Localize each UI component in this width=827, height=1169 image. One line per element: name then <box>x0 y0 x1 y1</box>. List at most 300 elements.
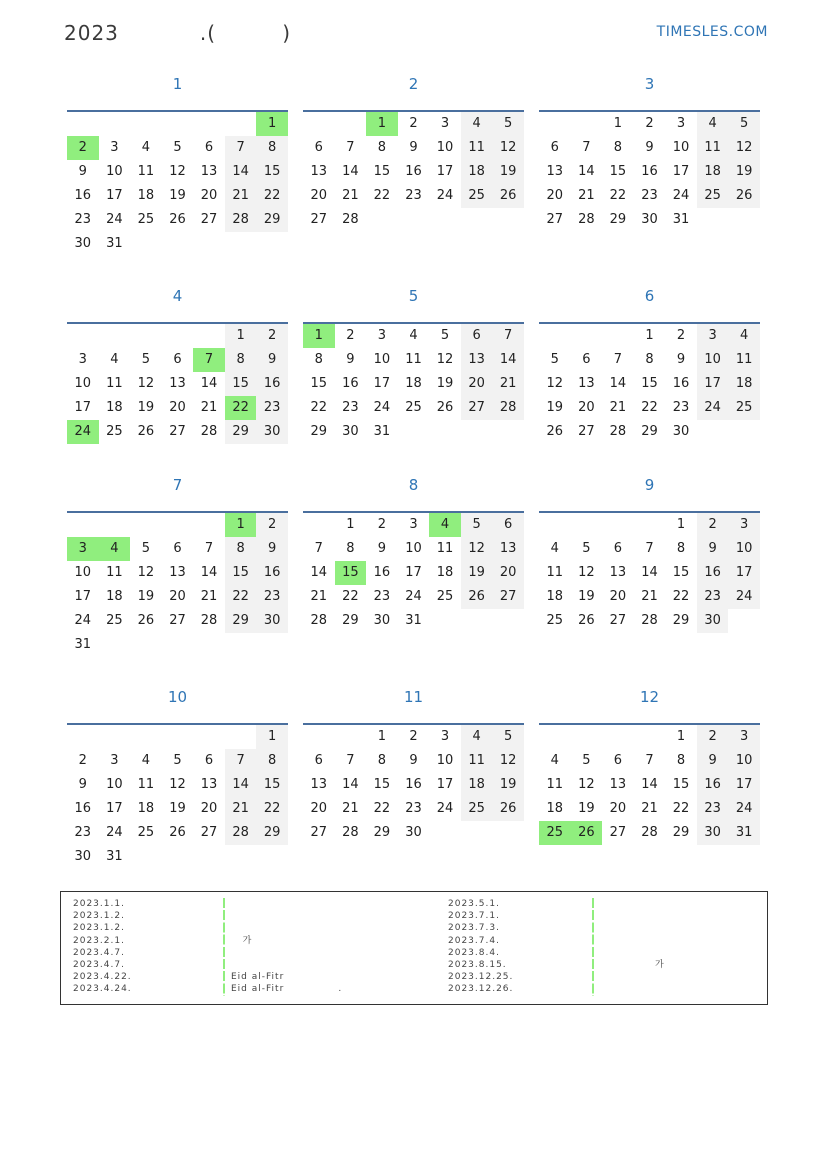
day-cell: 23 <box>641 188 658 203</box>
day-cell: 2 <box>409 116 418 131</box>
day-cell: 24 <box>728 797 760 821</box>
day-cell: 8 <box>225 348 257 372</box>
day-cell: 19 <box>546 400 564 415</box>
day-cell: 30 <box>697 821 729 845</box>
day-cell: 17 <box>405 565 422 580</box>
day-cell: 27 <box>169 424 186 439</box>
holiday-name <box>601 983 665 995</box>
day-cell: 29 <box>256 208 288 232</box>
day-cell: 25 <box>461 797 493 821</box>
day-cell: 14 <box>200 376 218 391</box>
day-cell: 27 <box>169 613 186 628</box>
month-title: 6 <box>644 287 655 305</box>
holiday-day-cell: 1 <box>303 324 335 348</box>
day-cell: 9 <box>256 537 288 561</box>
day-cell: 21 <box>342 801 359 816</box>
day-cell: 25 <box>137 212 155 227</box>
day-cell: 28 <box>342 212 359 227</box>
day-cell: 28 <box>342 825 359 840</box>
holiday-date: 2023.1.1. <box>73 899 125 909</box>
day-cell: 23 <box>74 212 92 227</box>
day-cell: 28 <box>578 212 595 227</box>
day-cell: 25 <box>436 589 454 604</box>
day-cell: 27 <box>492 585 524 609</box>
holiday-name: 가 <box>601 959 665 970</box>
day-cell: 26 <box>728 184 760 208</box>
day-cell: 3 <box>110 753 119 768</box>
day-cell: 26 <box>492 797 524 821</box>
day-cell: 12 <box>492 749 524 773</box>
day-cell: 11 <box>106 565 123 580</box>
day-cell: 18 <box>137 188 155 203</box>
day-cell: 19 <box>169 188 186 203</box>
month-block <box>539 286 760 486</box>
day-cell: 8 <box>314 352 323 367</box>
day-cell: 30 <box>74 849 92 864</box>
day-cell: 24 <box>106 825 123 840</box>
day-cell: 4 <box>141 753 151 768</box>
day-cell: 18 <box>137 801 155 816</box>
day-cell: 27 <box>200 825 218 840</box>
holiday-date: 2023.1.2. <box>73 923 125 934</box>
day-cell: 28 <box>200 424 218 439</box>
day-cell: 8 <box>377 140 387 155</box>
day-cell: 19 <box>436 376 454 391</box>
day-cell: 13 <box>169 565 186 580</box>
day-cell: 17 <box>373 376 391 391</box>
day-cell: 13 <box>492 537 524 561</box>
month-block <box>67 74 288 274</box>
holiday-day-cell: 26 <box>571 821 603 845</box>
month-title: 1 <box>172 75 183 93</box>
day-cell: 9 <box>377 541 387 556</box>
day-cell: 25 <box>697 184 729 208</box>
day-cell: 16 <box>373 565 391 580</box>
day-cell: 29 <box>225 609 257 633</box>
day-cell: 9 <box>78 164 87 179</box>
day-cell: 15 <box>373 164 391 179</box>
month-header-rule <box>67 110 288 112</box>
day-cell: 31 <box>373 424 391 439</box>
day-cell: 31 <box>74 637 92 652</box>
day-cell: 22 <box>672 589 690 604</box>
day-cell: 4 <box>409 328 418 343</box>
holiday-day-cell: 1 <box>225 513 257 537</box>
day-cell: 23 <box>256 585 288 609</box>
day-cell: 15 <box>225 372 257 396</box>
day-cell: 17 <box>672 164 690 179</box>
holiday-name <box>601 922 665 934</box>
day-cell: 29 <box>342 613 359 628</box>
day-cell: 22 <box>373 801 391 816</box>
day-cell: 31 <box>672 212 690 227</box>
month-block <box>539 475 760 675</box>
holiday-name <box>601 947 665 959</box>
day-cell: 6 <box>492 513 524 537</box>
day-cell: 28 <box>310 613 328 628</box>
month-title: 4 <box>172 287 183 305</box>
day-cell: 16 <box>256 561 288 585</box>
day-cell: 10 <box>373 352 391 367</box>
day-cell: 25 <box>461 184 493 208</box>
day-cell: 21 <box>342 188 359 203</box>
day-cell: 7 <box>314 541 323 556</box>
day-cell: 29 <box>641 424 658 439</box>
day-cell: 7 <box>225 136 257 160</box>
day-cell: 5 <box>492 725 524 749</box>
holiday-day-cell: 22 <box>225 396 257 420</box>
holiday-name <box>601 935 665 947</box>
day-cell: 6 <box>314 753 323 768</box>
day-cell: 23 <box>405 801 422 816</box>
holiday-date: 2023.8.15. <box>448 959 507 970</box>
day-cell: 6 <box>461 324 493 348</box>
holiday-dates-right <box>448 898 513 996</box>
day-cell: 11 <box>728 348 760 372</box>
holiday-date: 2023.1.2. <box>73 911 125 922</box>
day-cell: 4 <box>461 112 493 136</box>
holiday-name: Eid al-Fitr <box>231 972 285 983</box>
day-cell: 23 <box>697 797 729 821</box>
day-cell: 21 <box>310 589 328 604</box>
day-cell: 13 <box>546 164 564 179</box>
day-cell: 21 <box>492 372 524 396</box>
day-cell: 15 <box>310 376 328 391</box>
day-cell: 20 <box>310 188 328 203</box>
day-cell: 17 <box>728 561 760 585</box>
day-cell: 2 <box>377 517 387 532</box>
holiday-date: 2023.4.7. <box>73 947 125 958</box>
day-cell: 4 <box>550 753 559 768</box>
day-cell: 17 <box>697 372 729 396</box>
day-cell: 30 <box>256 420 288 444</box>
day-cell: 27 <box>200 212 218 227</box>
day-cell: 30 <box>256 609 288 633</box>
day-cell: 6 <box>204 753 214 768</box>
day-cell: 20 <box>310 801 328 816</box>
day-cell: 10 <box>672 140 690 155</box>
day-cell: 15 <box>672 777 690 792</box>
day-cell: 10 <box>74 565 92 580</box>
day-cell: 12 <box>492 136 524 160</box>
day-cell: 10 <box>106 777 123 792</box>
holiday-date: 2023.12.26. <box>448 984 514 995</box>
day-cell: 29 <box>256 821 288 845</box>
day-cell: 27 <box>310 825 328 840</box>
day-cell: 1 <box>613 116 623 131</box>
day-cell: 14 <box>641 777 658 792</box>
day-cell: 19 <box>461 561 493 585</box>
day-cell: 5 <box>141 541 151 556</box>
day-cell: 23 <box>342 400 359 415</box>
month-block <box>303 475 524 675</box>
month-block <box>67 286 288 486</box>
day-cell: 11 <box>137 164 155 179</box>
day-cell: 24 <box>405 589 422 604</box>
month-block <box>539 74 760 274</box>
day-cell: 4 <box>550 541 559 556</box>
day-cell: 12 <box>436 352 454 367</box>
day-cell: 9 <box>697 749 729 773</box>
month-title: 7 <box>172 476 183 494</box>
day-cell: 8 <box>676 753 686 768</box>
day-cell: 2 <box>256 513 288 537</box>
holiday-day-cell: 25 <box>539 821 571 845</box>
day-cell: 5 <box>461 513 493 537</box>
day-cell: 23 <box>373 589 391 604</box>
holiday-date: 2023.7.4. <box>448 935 500 946</box>
holiday-date: 2023.4.22. <box>73 972 132 983</box>
day-cell: 30 <box>641 212 658 227</box>
day-cell: 3 <box>409 517 418 532</box>
month-block <box>303 687 524 887</box>
day-cell: 14 <box>225 160 257 184</box>
day-cell: 18 <box>461 773 493 797</box>
month-block <box>67 687 288 887</box>
day-cell: 4 <box>728 324 760 348</box>
holiday-date: 2023.4.7. <box>73 959 125 970</box>
holiday-date: 2023.8.4. <box>448 947 500 958</box>
day-cell: 10 <box>106 164 123 179</box>
day-cell: 16 <box>405 164 422 179</box>
day-cell: 10 <box>405 541 422 556</box>
holiday-name <box>601 971 665 983</box>
day-cell: 4 <box>110 352 119 367</box>
day-cell: 25 <box>106 613 123 628</box>
holiday-day-cell: 24 <box>67 420 99 444</box>
day-cell: 26 <box>169 212 186 227</box>
day-cell: 7 <box>613 352 623 367</box>
day-cell: 9 <box>409 753 418 768</box>
day-cell: 11 <box>106 376 123 391</box>
day-cell: 28 <box>609 424 627 439</box>
day-cell: 4 <box>461 725 493 749</box>
day-cell: 22 <box>256 797 288 821</box>
day-cell: 27 <box>310 212 328 227</box>
day-cell: 3 <box>110 140 119 155</box>
day-cell: 20 <box>546 188 564 203</box>
holiday-day-cell: 2 <box>67 136 99 160</box>
day-cell: 16 <box>697 773 729 797</box>
day-cell: 7 <box>204 541 214 556</box>
day-cell: 18 <box>697 160 729 184</box>
month-title: 12 <box>639 688 660 706</box>
day-cell: 5 <box>492 112 524 136</box>
holiday-marker-bar-left <box>223 898 225 996</box>
day-cell: 15 <box>672 565 690 580</box>
day-cell: 25 <box>405 400 422 415</box>
day-cell: 27 <box>546 212 564 227</box>
holiday-day-cell: 7 <box>193 348 225 372</box>
day-cell: 10 <box>436 753 454 768</box>
day-cell: 10 <box>728 537 760 561</box>
day-cell: 30 <box>74 236 92 251</box>
day-cell: 21 <box>225 184 257 208</box>
day-cell: 18 <box>546 801 564 816</box>
holiday-day-cell: 4 <box>429 513 461 537</box>
day-cell: 4 <box>697 112 729 136</box>
day-cell: 9 <box>676 352 686 367</box>
month-block <box>67 475 288 675</box>
holiday-marker-bar-right <box>592 898 594 996</box>
day-cell: 29 <box>672 825 690 840</box>
day-cell: 10 <box>436 140 454 155</box>
day-cell: 8 <box>613 140 623 155</box>
day-cell: 6 <box>582 352 591 367</box>
day-cell: 29 <box>310 424 328 439</box>
day-cell: 25 <box>546 613 564 628</box>
day-cell: 20 <box>200 801 218 816</box>
day-cell: 14 <box>310 565 328 580</box>
day-cell: 31 <box>106 236 123 251</box>
day-cell: 24 <box>436 188 454 203</box>
day-cell: 13 <box>169 376 186 391</box>
day-cell: 1 <box>256 725 288 749</box>
holiday-date: 2023.7.3. <box>448 923 500 934</box>
day-cell: 20 <box>200 188 218 203</box>
day-cell: 28 <box>225 821 257 845</box>
day-cell: 21 <box>609 400 627 415</box>
day-cell: 19 <box>578 801 595 816</box>
day-cell: 9 <box>645 140 654 155</box>
day-cell: 2 <box>697 513 729 537</box>
holiday-name: 가 <box>231 935 253 946</box>
day-cell: 28 <box>641 825 658 840</box>
day-cell: 22 <box>310 400 328 415</box>
day-cell: 27 <box>609 825 627 840</box>
day-cell: 21 <box>200 589 218 604</box>
month-title: 2 <box>408 75 419 93</box>
day-cell: 29 <box>373 825 391 840</box>
holiday-name <box>231 947 342 959</box>
day-cell: 15 <box>641 376 658 391</box>
day-cell: 11 <box>697 136 729 160</box>
day-cell: 12 <box>137 565 155 580</box>
day-cell: 22 <box>225 585 257 609</box>
holiday-day-cell: 15 <box>335 561 367 585</box>
holiday-name <box>601 898 665 910</box>
month-block <box>539 687 760 887</box>
day-cell: 2 <box>78 753 87 768</box>
day-cell: 17 <box>106 188 123 203</box>
day-cell: 16 <box>672 376 690 391</box>
day-cell: 11 <box>405 352 422 367</box>
day-cell: 16 <box>697 561 729 585</box>
day-cell: 21 <box>641 801 658 816</box>
day-cell: 9 <box>256 348 288 372</box>
page-header <box>64 20 768 46</box>
day-cell: 1 <box>225 324 257 348</box>
day-cell: 22 <box>641 400 658 415</box>
day-cell: 3 <box>676 116 686 131</box>
day-cell: 13 <box>461 348 493 372</box>
day-cell: 3 <box>440 116 450 131</box>
day-cell: 19 <box>137 589 155 604</box>
holiday-day-cell: 3 <box>67 537 99 561</box>
day-cell: 12 <box>169 164 186 179</box>
day-cell: 25 <box>137 825 155 840</box>
day-cell: 7 <box>346 140 355 155</box>
day-cell: 27 <box>609 613 627 628</box>
holiday-date: 2023.4.24. <box>73 984 132 995</box>
day-cell: 17 <box>74 400 92 415</box>
day-cell: 23 <box>405 188 422 203</box>
day-cell: 19 <box>492 773 524 797</box>
day-cell: 15 <box>609 164 627 179</box>
day-cell: 10 <box>728 749 760 773</box>
holiday-name <box>231 922 342 934</box>
day-cell: 8 <box>377 753 387 768</box>
day-cell: 12 <box>578 777 595 792</box>
day-cell: 18 <box>106 400 123 415</box>
day-cell: 28 <box>200 613 218 628</box>
day-cell: 16 <box>74 801 92 816</box>
day-cell: 9 <box>346 352 355 367</box>
day-cell: 2 <box>697 725 729 749</box>
day-cell: 20 <box>461 372 493 396</box>
day-cell: 18 <box>728 372 760 396</box>
day-cell: 17 <box>106 801 123 816</box>
day-cell: 24 <box>728 585 760 609</box>
day-cell: 20 <box>169 400 186 415</box>
day-cell: 7 <box>645 753 654 768</box>
day-cell: 3 <box>377 328 387 343</box>
day-cell: 5 <box>173 140 182 155</box>
day-cell: 6 <box>204 140 214 155</box>
day-cell: 2 <box>645 116 654 131</box>
day-cell: 7 <box>582 140 591 155</box>
day-cell: 21 <box>641 589 658 604</box>
holiday-name <box>231 898 342 910</box>
day-cell: 19 <box>578 589 595 604</box>
day-cell: 14 <box>200 565 218 580</box>
day-cell: 16 <box>641 164 658 179</box>
day-cell: 17 <box>74 589 92 604</box>
day-cell: 31 <box>106 849 123 864</box>
holiday-dates-left <box>73 898 132 996</box>
day-cell: 1 <box>377 729 387 744</box>
day-cell: 13 <box>609 565 627 580</box>
day-cell: 13 <box>578 376 595 391</box>
day-cell: 2 <box>256 324 288 348</box>
day-cell: 27 <box>461 396 493 420</box>
day-cell: 29 <box>609 212 627 227</box>
day-cell: 22 <box>609 188 627 203</box>
day-cell: 22 <box>342 589 359 604</box>
holiday-day-cell: 1 <box>366 112 398 136</box>
day-cell: 30 <box>405 825 422 840</box>
day-cell: 6 <box>613 753 623 768</box>
day-cell: 30 <box>697 609 729 633</box>
day-cell: 7 <box>492 324 524 348</box>
day-cell: 22 <box>672 801 690 816</box>
brand-logo-text[interactable]: TIMESLES.COM <box>656 24 768 40</box>
day-cell: 11 <box>461 749 493 773</box>
month-title: 10 <box>167 688 188 706</box>
day-cell: 8 <box>256 749 288 773</box>
day-cell: 15 <box>373 777 391 792</box>
day-cell: 14 <box>609 376 627 391</box>
day-cell: 20 <box>609 589 627 604</box>
day-cell: 6 <box>173 352 182 367</box>
day-cell: 14 <box>342 777 359 792</box>
day-cell: 26 <box>137 613 155 628</box>
day-cell: 11 <box>436 541 454 556</box>
day-cell: 8 <box>256 136 288 160</box>
day-cell: 8 <box>676 541 686 556</box>
day-cell: 14 <box>578 164 595 179</box>
day-cell: 26 <box>492 184 524 208</box>
